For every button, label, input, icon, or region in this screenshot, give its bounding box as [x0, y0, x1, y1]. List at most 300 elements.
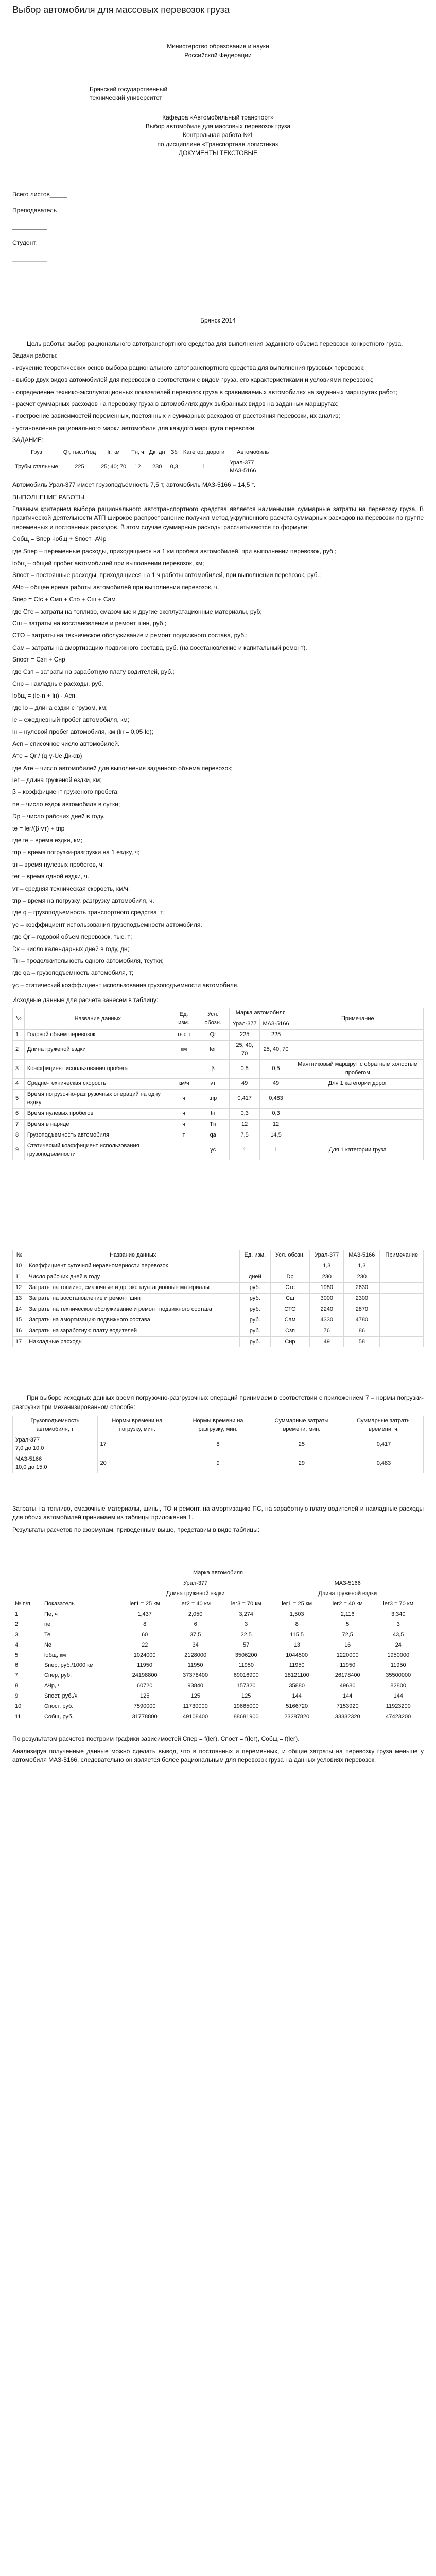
table-cell: 125	[190, 1693, 200, 1700]
progress-paragraph: где Стс – затраты на топливо, смазочные и другие эксплуатационные материалы, руб;	[12, 607, 262, 615]
table-cell: 2300	[344, 1293, 380, 1304]
source-table-continued	[12, 1250, 424, 1347]
table-cell: ч	[171, 1108, 197, 1119]
col-header: №	[13, 1250, 26, 1261]
goal-paragraph: Цель работы: выбор рационального автотранспортного средства для выполнения заданного объема перевозок конкретного груза.	[27, 340, 403, 347]
time-norms-table	[12, 1416, 424, 1473]
table-cell: 86	[344, 1326, 380, 1336]
table-cell: Для 1 категории дорог	[292, 1079, 423, 1090]
ministry-block	[12, 42, 424, 60]
table-cell: Собщ, руб.	[44, 1714, 74, 1720]
teacher-line: __________	[12, 223, 47, 230]
task-table	[12, 448, 278, 477]
table-cell: ч	[171, 1119, 197, 1130]
task-item: - установление рационального марки автомобиля для каждого маршрута перевозки.	[12, 424, 256, 432]
table-cell: 7	[15, 1672, 19, 1679]
table-cell: Пе, ч	[44, 1611, 58, 1617]
table-cell: 49	[260, 1079, 292, 1090]
table-cell: руб.	[240, 1315, 271, 1326]
table-cell	[292, 1130, 423, 1141]
table-cell: 93840	[187, 1683, 203, 1689]
table-cell: β	[197, 1060, 229, 1079]
table-cell	[380, 1304, 424, 1315]
table-cell: 144	[393, 1693, 403, 1700]
table-cell	[292, 1119, 423, 1130]
task-header: Зб	[170, 449, 178, 456]
table-cell	[270, 1261, 310, 1272]
table-cell: 125	[241, 1693, 251, 1700]
progress-paragraph: Сам – затраты на амортизацию подвижного состава, руб. (на восстановление и капитальный ремонт).	[12, 643, 307, 651]
source-heading: Исходные данные для расчета занесем в таблицу:	[12, 996, 159, 1004]
table-row	[13, 1454, 424, 1473]
table-cell: 1980	[310, 1282, 344, 1293]
col-header: Суммарные затраты времени, мин.	[259, 1416, 344, 1435]
table-row	[13, 1293, 424, 1304]
table-cell: Nе	[44, 1641, 51, 1648]
table-row	[13, 1030, 424, 1041]
progress-paragraph: Тн – продолжительность одного автомобиля, тсутки;	[12, 957, 164, 964]
table-cell: 9	[13, 1141, 25, 1160]
table-cell: Грузоподъемность автомобиля	[24, 1130, 171, 1141]
table-cell: 144	[292, 1693, 302, 1700]
progress-paragraph: где q – грузоподъемность транспортного средства, т;	[12, 909, 165, 917]
table-cell: 2	[15, 1621, 19, 1628]
progress-paragraph: lн – нулевой пробег автомобиля, км (lн = 0,05·lе);	[12, 728, 153, 736]
table-cell: 10	[13, 1261, 26, 1272]
table-cell: 0,3	[229, 1108, 260, 1119]
table-cell: Коэффициент использования пробега	[24, 1060, 171, 1079]
table-cell: 35500000	[386, 1672, 411, 1679]
table-cell: 3	[245, 1621, 248, 1628]
table-cell: 60720	[136, 1683, 153, 1689]
table-cell: Sпост, руб./ч	[44, 1693, 78, 1700]
table-cell	[380, 1282, 424, 1293]
table-cell: Сам	[270, 1315, 310, 1326]
table-cell: 8	[143, 1621, 147, 1628]
conclusion-paragraph: Анализируя полученные данные можно сделать вывод, что в постоянных и переменных, и общие затраты на перевозку груза меньше у автомобиля МАЗ-5166, следовательно он является более рациональным для перевозок груза на данных условиях перевозок.	[12, 1747, 424, 1764]
work-topic: Выбор автомобиля для массовых перевозок груза	[145, 123, 291, 130]
table-cell: 3506200	[235, 1652, 257, 1658]
table-row	[12, 1712, 424, 1722]
table-row	[12, 1620, 424, 1630]
col-header: Примечание	[292, 1008, 423, 1030]
progress-paragraph: Dк – число календарных дней в году, дн;	[12, 945, 129, 953]
distance-header: lег2 = 40 км	[180, 1600, 211, 1607]
table-cell: 8	[295, 1621, 299, 1628]
table-cell: lобщ, км	[44, 1652, 66, 1658]
table-cell: СТО	[270, 1304, 310, 1315]
table-cell: Маятниковый маршрут с обратным холостым пробегом	[292, 1060, 423, 1079]
table-cell: 0,5	[260, 1060, 292, 1079]
col-header: Ед. изм.	[240, 1250, 271, 1261]
distance-header: lег1 = 25 км	[282, 1600, 312, 1607]
progress-paragraph: β – коэффициент груженого пробега;	[12, 788, 119, 796]
results-paragraph: Результаты расчетов по формулам, приведенным выше, представим в виде таблицы:	[12, 1526, 260, 1533]
table-cell: 1,437	[137, 1611, 152, 1617]
table-cell: км/ч	[171, 1079, 197, 1090]
table-cell: 1	[229, 1141, 260, 1160]
table-cell: 24198800	[132, 1672, 158, 1679]
group-header: Марка автомобиля	[229, 1008, 292, 1019]
results-table	[12, 1568, 424, 1722]
table-cell: руб.	[240, 1293, 271, 1304]
table-cell: 49680	[339, 1683, 356, 1689]
table-cell: 29	[259, 1454, 344, 1473]
task-note: Автомобиль Урал-377 имеет грузоподъемность 7,5 т, автомобиль МАЗ-5166 – 14,5 т.	[12, 481, 256, 489]
table-cell: 49	[229, 1079, 260, 1090]
table-row	[13, 1119, 424, 1130]
table-cell: 1950000	[387, 1652, 410, 1658]
table-cell: 57	[243, 1641, 250, 1648]
progress-paragraph: Sпер = Сtc + Смо + Сто + Сш + Сам	[12, 596, 116, 603]
table-cell: ч	[171, 1089, 197, 1108]
table-cell: 0,483	[260, 1089, 292, 1108]
table-cell: Стс	[270, 1282, 310, 1293]
table-cell: tн	[197, 1108, 229, 1119]
progress-paragraph: tпр – время на погрузку, разгрузку автомобиля, ч.	[12, 896, 154, 904]
table-cell: 25, 40, 70	[260, 1041, 292, 1060]
table-cell: 144	[343, 1693, 353, 1700]
task-header: Тн, ч	[131, 449, 144, 456]
table-cell: nе	[44, 1621, 51, 1628]
table-row	[13, 1130, 424, 1141]
results-title: Марка автомобиля	[193, 1570, 243, 1577]
time-paragraph: При выборе исходных данных время погрузочно-разгрузочных операций принимаем в соответствии с приложением 7 – нормы погрузки-разгрузки при механизированном способе:	[12, 1394, 424, 1411]
table-cell: 3	[13, 1060, 25, 1079]
table-cell: 2128000	[184, 1652, 207, 1658]
table-cell	[292, 1030, 423, 1041]
task-cell: 12	[134, 464, 141, 470]
table-row	[13, 1272, 424, 1282]
task-item: - выбор двух видов автомобилей для перевозок в соответствии с видом груза, его характеристиками и условиями перевозок;	[12, 376, 374, 384]
table-cell: 0,417	[344, 1435, 423, 1454]
table-cell: 26178400	[335, 1672, 360, 1679]
col-header: Показатель	[44, 1600, 75, 1607]
table-cell: 4	[13, 1079, 25, 1090]
table-cell: 157320	[236, 1683, 256, 1689]
page-break-marker	[12, 1243, 424, 1250]
progress-section	[12, 505, 424, 990]
university-block	[12, 85, 424, 103]
task-item: - определение технико-эксплуатационных показателей перевозок груза в сравниваемых автомобилях на заданных маршрутах работ;	[12, 388, 397, 396]
table-cell: 16	[13, 1326, 26, 1336]
table-cell: Для 1 категории груза	[292, 1141, 423, 1160]
car-header: МАЗ-5166	[334, 1580, 361, 1586]
progress-paragraph: где qа – грузоподъемность автомобиля, т;	[12, 969, 134, 977]
table-cell: 4330	[310, 1315, 344, 1326]
distance-header: lег3 = 70 км	[383, 1600, 414, 1607]
progress-paragraph: Sпост – постоянные расходы, приходящиеся на 1 ч работы автомобилей, при выполнении перевозок, руб.;	[12, 571, 321, 579]
table-row	[13, 1041, 424, 1060]
table-cell: 8	[177, 1435, 259, 1454]
table-cell: 19665000	[233, 1703, 259, 1710]
task-cell: 230	[152, 464, 162, 470]
table-cell: 11950	[390, 1662, 406, 1669]
table-row	[13, 1304, 424, 1315]
table-cell: дней	[240, 1272, 271, 1282]
table-row	[12, 1671, 424, 1681]
table-cell: Qr	[197, 1030, 229, 1041]
table-cell: 4780	[344, 1315, 380, 1326]
table-cell: 5	[346, 1621, 350, 1628]
progress-paragraph: γс – коэффициент использования грузоподъемности автомобиля.	[12, 921, 202, 928]
table-cell: qа	[197, 1130, 229, 1141]
table-cell: 82800	[390, 1683, 407, 1689]
col-header: Название данных	[24, 1008, 171, 1030]
table-cell: 37,5	[189, 1631, 201, 1638]
table-cell: 13	[13, 1293, 26, 1304]
table-row	[13, 1282, 424, 1293]
table-cell	[380, 1336, 424, 1347]
doc-type: ДОКУМЕНТЫ ТЕКСТОВЫЕ	[178, 149, 258, 157]
table-cell: Те	[44, 1631, 51, 1638]
table-cell: Время погрузочно-разгрузочных операций на одну ездку	[24, 1089, 171, 1108]
progress-paragraph: СТО – затраты на техническое обслуживание и ремонт подвижного состава, руб.;	[12, 632, 248, 639]
table-cell	[240, 1261, 271, 1272]
teacher-label: Преподаватель	[12, 207, 57, 214]
table-cell: 24	[395, 1641, 402, 1648]
progress-paragraph: Асп – списочное число автомобилей.	[12, 740, 120, 748]
table-cell: Спер, руб.	[44, 1672, 72, 1679]
table-cell: руб.	[240, 1336, 271, 1347]
table-cell: 1024000	[133, 1652, 156, 1658]
table-cell: Годовой объем перевозок	[24, 1030, 171, 1041]
col-header: МАЗ-5166	[344, 1250, 380, 1261]
table-cell: 22,5	[240, 1631, 252, 1638]
progress-paragraph: где Sпер – переменные расходы, приходящиеся на 1 км пробега автомобилей, при выполнении перевозок, руб.;	[12, 547, 337, 555]
ministry-line-2: Российской Федерации	[184, 52, 252, 59]
tasks-heading: Задачи работы:	[12, 352, 58, 360]
work-block	[12, 113, 424, 158]
table-cell: 7153920	[336, 1703, 359, 1710]
ministry-line-1: Министерство образования и науки	[167, 43, 269, 50]
task-header: Категор. дороги	[183, 449, 225, 456]
col-header: Нормы времени на погрузку, мин.	[97, 1416, 177, 1435]
task-item: - расчет суммарных расходов на перевозку груза в автомобилях двух выбранных видов на заданных маршрутах;	[12, 400, 339, 408]
table-cell: 230	[344, 1272, 380, 1282]
col-header: Нормы времени на разгрузку, мин.	[177, 1416, 259, 1435]
table-cell: 8	[15, 1683, 19, 1689]
distance-subheader: Длина груженой ездки	[318, 1590, 377, 1597]
distance-header: lег3 = 70 км	[231, 1600, 261, 1607]
table-cell: 17	[13, 1336, 26, 1347]
table-cell	[292, 1041, 423, 1060]
table-cell: 2,116	[340, 1611, 355, 1617]
table-row	[13, 1089, 424, 1108]
table-cell: Sпер, руб./1000 км	[44, 1662, 94, 1669]
table-cell: 6	[194, 1621, 197, 1628]
progress-paragraph: Главным критерием выбора рационального автотранспортного средства является наименьшие суммарные затраты на перевозку груза. В практической деятельности АТП широкое распространение получил метод укрупненного расчета суммарных расходов на перевозки по группе переменных и постоянных расходов. В этом случае суммарные расходы рассчитываются по формуле:	[12, 505, 424, 531]
table-cell: Накладные расходы	[26, 1336, 240, 1347]
table-cell: Снр	[270, 1336, 310, 1347]
task-header: lr, км	[107, 449, 120, 456]
table-cell: Статический коэффициент использования грузоподъемности	[24, 1141, 171, 1160]
table-cell: 43,5	[393, 1631, 404, 1638]
table-cell: 6	[15, 1662, 19, 1669]
table-cell: 22	[142, 1641, 148, 1648]
table-row	[13, 1108, 424, 1119]
university-line-2: технический университет	[90, 94, 162, 102]
table-cell: 7	[13, 1119, 25, 1130]
page-title: Выбор автомобиля для массовых перевозок груза	[12, 5, 230, 15]
table-cell: Тн	[197, 1119, 229, 1130]
col-header: № п/п	[15, 1600, 30, 1607]
table-cell: 20	[97, 1454, 177, 1473]
table-cell: Dр	[270, 1272, 310, 1282]
table-cell: 9	[177, 1454, 259, 1473]
table-cell: Затраты на амортизацию подвижного состава	[26, 1315, 240, 1326]
table-cell: 2,050	[188, 1611, 203, 1617]
task-heading: ЗАДАНИЕ:	[12, 436, 44, 444]
table-cell: 76	[310, 1326, 344, 1336]
table-cell: 13	[293, 1641, 300, 1648]
task-cell: Урал-377 МАЗ-5166	[230, 460, 256, 474]
table-cell: руб.	[240, 1326, 271, 1336]
table-cell	[171, 1141, 197, 1160]
table-cell: 1,3	[310, 1261, 344, 1272]
table-cell: 25, 40, 70	[229, 1041, 260, 1060]
discipline: по дисциплине «Транспортная логистика»	[157, 140, 279, 148]
task-header: Дк, дн	[149, 449, 165, 456]
table-cell: Спост, руб.	[44, 1703, 74, 1710]
table-cell: 14	[13, 1304, 26, 1315]
col-header: Усл. обозн.	[270, 1250, 310, 1261]
city-year: Брянск 2014	[200, 316, 236, 324]
distance-header: lег2 = 40 км	[332, 1600, 363, 1607]
table-cell: 11950	[187, 1662, 203, 1669]
task-cell: 1	[202, 464, 206, 470]
table-cell: γс	[197, 1141, 229, 1160]
table-cell: 11923200	[386, 1703, 411, 1710]
table-cell: tпр	[197, 1089, 229, 1108]
col-header: №	[13, 1008, 25, 1030]
table-row	[12, 1691, 424, 1702]
table-row	[13, 1435, 424, 1454]
table-cell: 225	[229, 1030, 260, 1041]
table-cell: 230	[310, 1272, 344, 1282]
table-cell: 12	[229, 1119, 260, 1130]
table-cell: 10	[15, 1703, 22, 1710]
table-cell: 11	[13, 1272, 26, 1282]
table-row	[13, 1079, 424, 1090]
table-cell: Затраты на восстановление и ремонт шин	[26, 1293, 240, 1304]
table-cell: Затраты на топливо, смазочные и др. эксплуатационные материалы	[26, 1282, 240, 1293]
col-header: Суммарные затраты времени, ч.	[344, 1416, 423, 1435]
table-cell: руб.	[240, 1304, 271, 1315]
table-cell: 2630	[344, 1282, 380, 1293]
table-cell: 12	[260, 1119, 292, 1130]
table-cell: 16	[344, 1641, 351, 1648]
table-cell: 11950	[340, 1662, 356, 1669]
col-header: Урал-377	[229, 1019, 260, 1030]
table-cell: 5166720	[286, 1703, 308, 1710]
table-cell: руб.	[240, 1282, 271, 1293]
table-cell: Сш	[270, 1293, 310, 1304]
table-row	[12, 1681, 424, 1691]
table-cell: 115,5	[290, 1631, 304, 1638]
student-label: Студент:	[12, 239, 38, 246]
table-cell: 12	[13, 1282, 26, 1293]
progress-paragraph: где tе – время ездки, км;	[12, 837, 83, 844]
table-cell: 14,5	[260, 1130, 292, 1141]
table-cell	[380, 1261, 424, 1272]
table-cell: Длина груженой ездки	[24, 1041, 171, 1060]
progress-paragraph: lобщ = (lе·n + lн) · Асп	[12, 692, 75, 700]
table-cell: 3	[15, 1631, 19, 1638]
progress-paragraph: γс – статический коэффициент использования грузоподъемности автомобиля.	[12, 981, 239, 989]
table-cell: т	[171, 1130, 197, 1141]
table-row	[12, 1609, 424, 1620]
table-cell: 0,417	[229, 1089, 260, 1108]
progress-paragraph: где Qr – годовой объем перевозок, тыс. т;	[12, 933, 132, 941]
table-cell: 11950	[137, 1662, 153, 1669]
table-cell: МАЗ-5166 10,0 до 15,0	[13, 1454, 98, 1473]
table-cell: 58	[344, 1336, 380, 1347]
table-cell: 11	[15, 1714, 21, 1720]
table-cell: тыс.т	[171, 1030, 197, 1041]
task-cell: 25; 40; 70	[101, 464, 127, 470]
distance-header: lег1 = 25 км	[129, 1600, 160, 1607]
progress-paragraph: tег – время одной ездки, ч.	[12, 873, 90, 880]
progress-paragraph: Dp – число рабочих дней в году.	[12, 812, 105, 820]
task-header: Автомобиль	[237, 449, 269, 456]
table-cell: 11730000	[183, 1703, 208, 1710]
table-cell: Время нулевых пробегов	[24, 1108, 171, 1119]
table-row	[13, 1326, 424, 1336]
table-cell: 47423200	[386, 1714, 411, 1720]
table-cell: 1	[15, 1611, 19, 1617]
table-cell: 69016900	[233, 1672, 259, 1679]
col-header: Название данных	[26, 1250, 240, 1261]
signature-block	[12, 190, 424, 264]
task-header: Qr, тыс.т/год	[63, 449, 96, 456]
costs-paragraph: Затраты на топливо, смазочные материалы, шины, ТО и ремонт, на амортизацию ПС, на заработную плату водителей и накладные расходы для обоих автомобилей принимаем из таблицы приложения 1.	[12, 1504, 424, 1521]
table-row	[13, 1060, 424, 1079]
table-cell: 1	[13, 1030, 25, 1041]
table-cell: 49108400	[183, 1714, 208, 1720]
progress-paragraph: lобщ – общий пробег автомобилей при выполнении перевозок, км;	[12, 560, 204, 567]
progress-heading: ВЫПОЛНЕНИЕ РАБОТЫ	[12, 493, 84, 501]
table-cell: 6	[13, 1108, 25, 1119]
task-cell: 225	[75, 464, 84, 470]
table-cell: 5	[15, 1652, 19, 1658]
department: Кафедра «Автомобильный транспорт»	[162, 113, 274, 121]
table-cell: Урал-377 7,0 до 10,0	[13, 1435, 98, 1454]
table-cell: 125	[139, 1693, 150, 1700]
task-cell: 0,3	[170, 464, 178, 470]
table-cell: Коэффициент суточной неравномерности перевозок	[26, 1261, 240, 1272]
table-row	[13, 1315, 424, 1326]
col-header: Усл. обозн.	[197, 1008, 229, 1030]
task-cell: Трубы стальные	[15, 464, 58, 470]
table-cell	[292, 1089, 423, 1108]
table-cell: 18121100	[284, 1672, 309, 1679]
table-cell	[380, 1326, 424, 1336]
table-cell: Затраты на заработную плату водителей	[26, 1326, 240, 1336]
table-cell	[380, 1315, 424, 1326]
col-header: МАЗ-5166	[260, 1019, 292, 1030]
table-cell: 4	[15, 1641, 19, 1648]
table-cell: 88681900	[233, 1714, 259, 1720]
table-cell: 31778800	[132, 1714, 158, 1720]
table-cell: 60	[142, 1631, 148, 1638]
table-cell: Число рабочих дней в году	[26, 1272, 240, 1282]
table-cell	[380, 1293, 424, 1304]
table-cell: 3000	[310, 1293, 344, 1304]
table-cell	[292, 1108, 423, 1119]
table-cell: 3	[396, 1621, 400, 1628]
table-cell: 3,274	[239, 1611, 253, 1617]
